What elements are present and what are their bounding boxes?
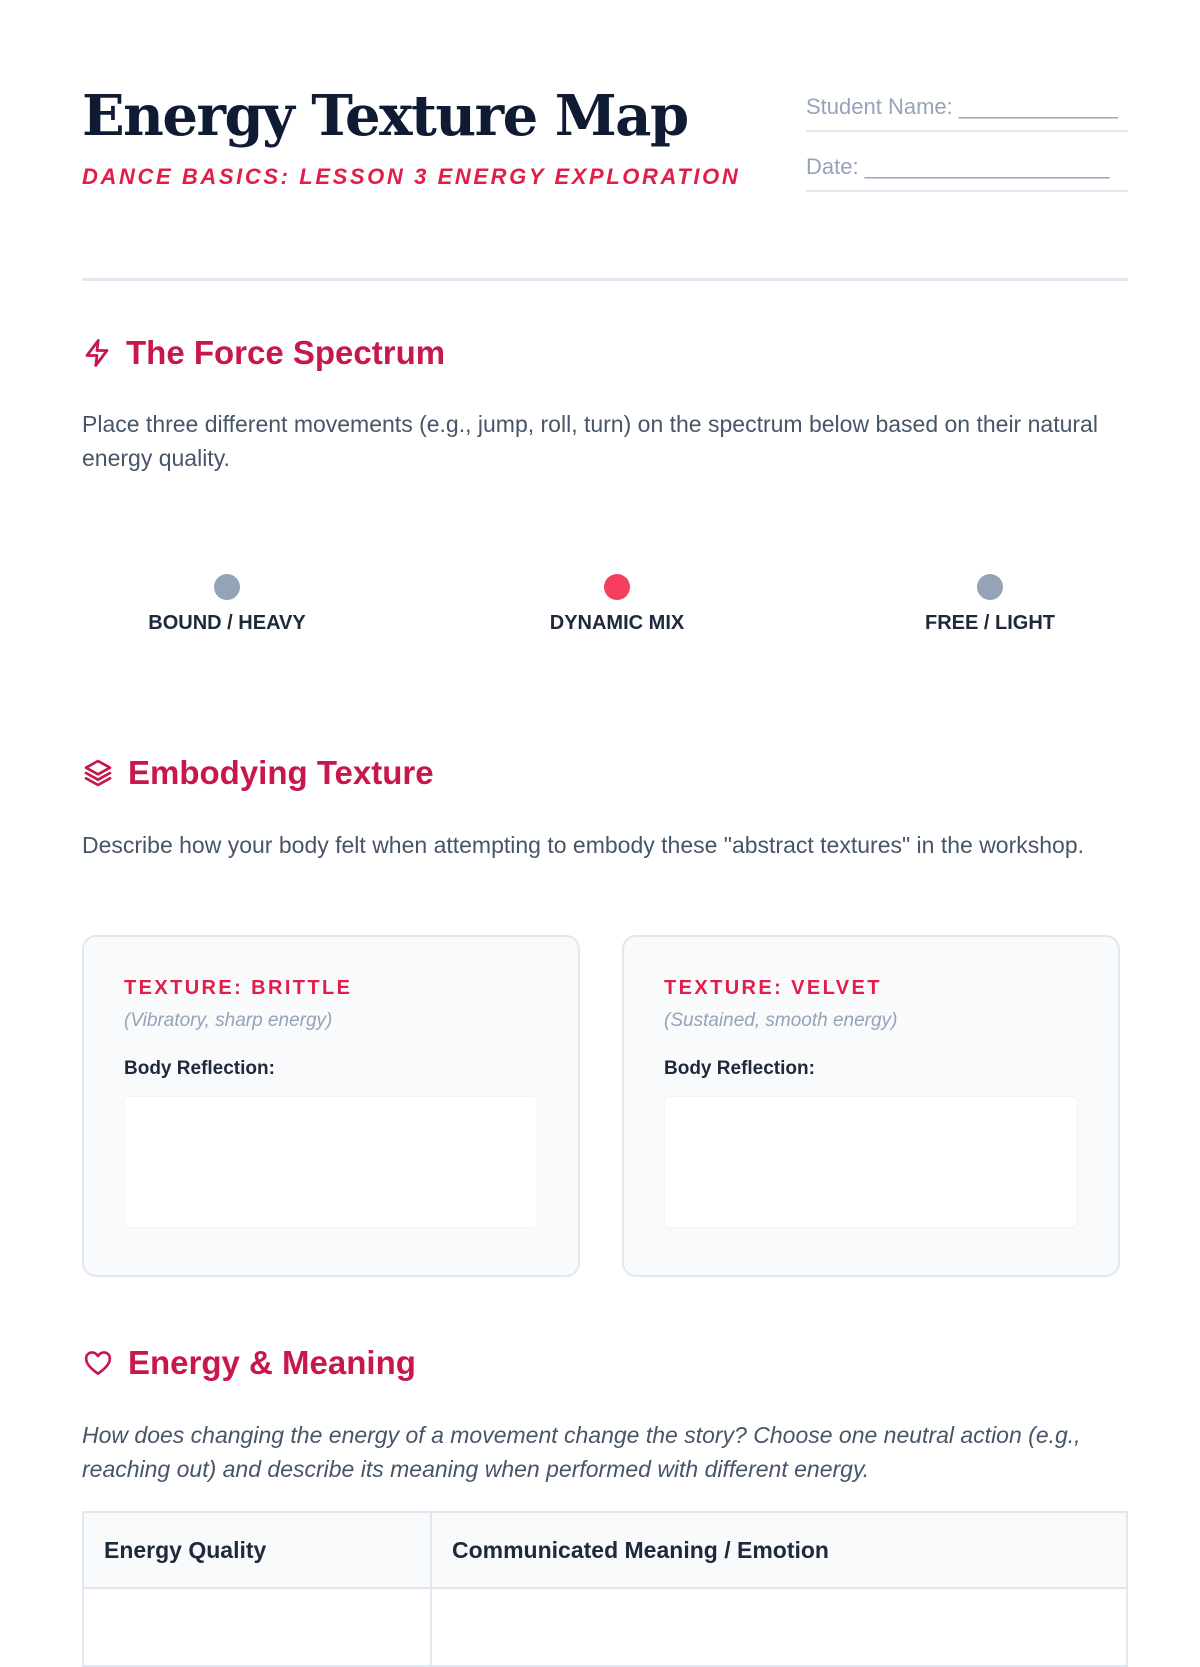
date-field[interactable]: Date: ____________________ <box>806 150 1128 192</box>
spectrum-label-free: FREE / LIGHT <box>925 612 1055 634</box>
worksheet-page <box>82 0 1128 1600</box>
embodying-texture-heading <box>82 754 434 792</box>
spectrum-dot-dynamic <box>604 574 630 600</box>
spectrum-label-dynamic: DYNAMIC MIX <box>549 612 685 634</box>
lightning-icon <box>82 336 112 370</box>
energy-meaning-heading <box>82 1344 416 1382</box>
texture-card-title: TEXTURE: BRITTLE <box>124 977 353 999</box>
body-reflection-input[interactable] <box>664 1096 1078 1228</box>
page-title: Energy Texture Map <box>82 83 688 149</box>
texture-card-brittle <box>82 935 580 1277</box>
texture-card-velvet <box>622 935 1120 1277</box>
spectrum-label-bound: BOUND / HEAVY <box>148 612 306 634</box>
spectrum-dot-free <box>977 574 1003 600</box>
force-spectrum-prompt: Place three different movements (e.g., jump, roll, turn) on the spectrum below based on their natural energy quality. <box>82 411 1098 471</box>
spectrum-stop-dynamic[interactable] <box>497 574 737 635</box>
force-spectrum-heading <box>82 334 445 372</box>
worksheet-header <box>82 80 1128 280</box>
force-spectrum <box>82 574 1128 644</box>
spectrum-stop-free[interactable] <box>870 574 1110 635</box>
heart-icon <box>82 1348 114 1378</box>
embodying-texture-prompt: Describe how your body felt when attempting to embody these "abstract textures" in the workshop. <box>82 832 1085 858</box>
energy-meaning-title: Energy & Meaning <box>128 1344 416 1381</box>
body-reflection-label: Body Reflection: <box>664 1058 815 1079</box>
column-header-meaning: Communicated Meaning / Emotion <box>431 1512 1127 1588</box>
force-spectrum-title: The Force Spectrum <box>126 334 446 371</box>
texture-card-description: (Vibratory, sharp energy) <box>124 1010 333 1031</box>
layers-icon <box>82 757 114 789</box>
spectrum-stop-bound[interactable] <box>107 574 347 635</box>
texture-card-description: (Sustained, smooth energy) <box>664 1010 898 1031</box>
body-reflection-input[interactable] <box>124 1096 538 1228</box>
header-divider <box>82 278 1128 281</box>
texture-card-title: TEXTURE: VELVET <box>664 977 882 999</box>
embodying-texture-title: Embodying Texture <box>128 754 434 791</box>
page-subtitle: DANCE BASICS: LESSON 3 ENERGY EXPLORATION <box>82 164 741 189</box>
spectrum-dot-bound <box>214 574 240 600</box>
body-reflection-label: Body Reflection: <box>124 1058 275 1079</box>
column-header-energy-quality: Energy Quality <box>83 1512 431 1588</box>
energy-meaning-prompt: How does changing the energy of a movement change the story? Choose one neutral action (e.g., reaching out) and describe its meaning when performed with different energy. <box>82 1422 1081 1482</box>
student-meta <box>806 90 1128 192</box>
table-header-row <box>83 1512 1127 1588</box>
student-name-field[interactable]: Student Name: _____________ <box>806 90 1128 132</box>
energy-meaning-table <box>82 1511 1128 1667</box>
